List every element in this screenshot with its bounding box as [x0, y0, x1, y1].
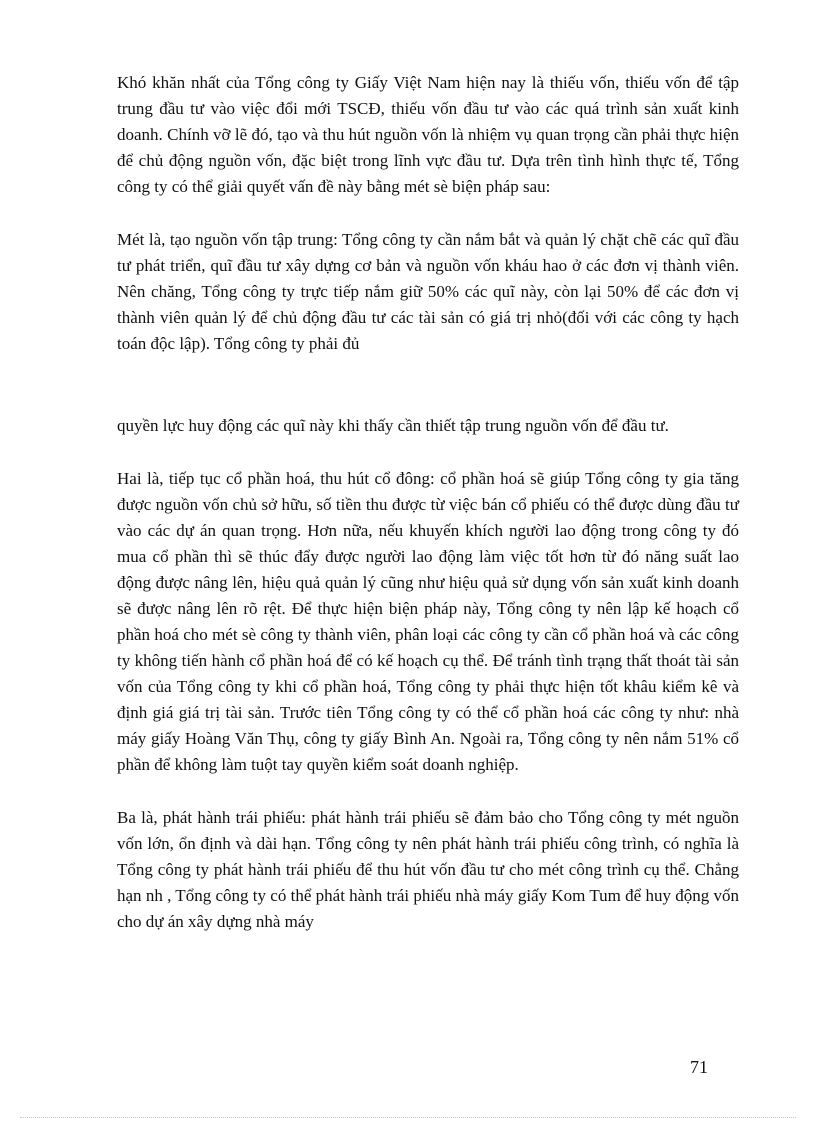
- paragraph-measure-three: Ba là, phát hành trái phiếu: phát hành trái phiếu sẽ đảm bảo cho Tổng công ty mét nguồn vốn lớn, ổn định và dài hạn. Tổng công ty nên phát hành trái phiếu công trình, có nghĩa là Tổng công ty phát hành trái phiếu để thu hút vốn đầu tư cho mét công trình cụ thể. Chẳng hạn nh , Tổng công ty có thể phát hành trái phiếu nhà máy giấy Kom Tum để huy động vốn cho dự án xây dựng nhà máy: [117, 808, 739, 931]
- bottom-divider: [20, 1117, 796, 1118]
- paragraph-measure-one-continued: quyền lực huy động các quĩ này khi thấy cần thiết tập trung nguồn vốn để đầu tư.: [117, 416, 669, 435]
- paragraph-measure-one: Mét là, tạo nguồn vốn tập trung: Tổng công ty cần nắm bắt và quản lý chặt chẽ các quĩ đầu tư phát triển, quĩ đầu tư xây dựng cơ bản và nguồn vốn kháu hao ở các đơn vị thành viên. Nên chăng, Tổng công ty trực tiếp nắm giữ 50% các quĩ này, còn lại 50% để các đơn vị thành viên quản lý để chủ động đầu tư các tài sản có giá trị nhỏ(đối với các công ty hạch toán độc lập). Tổng công ty phải đủ: [117, 230, 739, 353]
- paragraph-intro: Khó khăn nhất của Tổng công ty Giấy Việt Nam hiện nay là thiếu vốn, thiếu vốn để tập trung đầu tư vào việc đổi mới TSCĐ, thiếu vốn đầu tư vào các quá trình sản xuất kinh doanh. Chính vỡ lẽ đó, tạo và thu hút nguồn vốn là nhiệm vụ quan trọng cần phải thực hiện để chủ động nguồn vốn, đặc biệt trong lĩnh vực đầu tư. Dựa trên tình hình thực tế, Tổng công ty có thể giải quyết vấn đề này bằng mét sè biện pháp sau:: [117, 73, 739, 196]
- page-number: 71: [690, 1057, 708, 1077]
- body-text: [117, 70, 739, 935]
- paragraph-measure-two: Hai là, tiếp tục cổ phần hoá, thu hút cổ đông: cổ phần hoá sẽ giúp Tổng công ty gia tăng được nguồn vốn chủ sở hữu, số tiền thu được từ việc bán cổ phiếu có thể được dùng đầu tư vào các dự án quan trọng. Hơn nữa, nếu khuyến khích người lao động trong công ty đó mua cổ phần thì sẽ thúc đẩy được người lao động làm việc tốt hơn từ đó năng suất lao động được nâng lên, hiệu quả quản lý cũng như hiệu quả sử dụng vốn sản xuất kinh doanh sẽ được nâng lên rõ rệt. Để thực hiện biện pháp này, Tổng công ty nên lập kế hoạch cổ phần hoá cho mét sè công ty thành viên, phân loại các công ty cần cổ phần hoá và các công ty không tiến hành cổ phần hoá để có kế hoạch cụ thể. Để tránh tình trạng thất thoát tài sản vốn của Tổng công ty khi cổ phần hoá, Tổng công ty phải thực hiện tốt khâu kiểm kê và định giá giá trị tài sản. Trước tiên Tổng công ty có thể cổ phần hoá các công ty như: nhà máy giấy Hoàng Văn Thụ, công ty giấy Bình An. Ngoài ra, Tổng công ty nên nắm 51% cổ phần để không làm tuột tay quyền kiểm soát doanh nghiệp.: [117, 469, 739, 774]
